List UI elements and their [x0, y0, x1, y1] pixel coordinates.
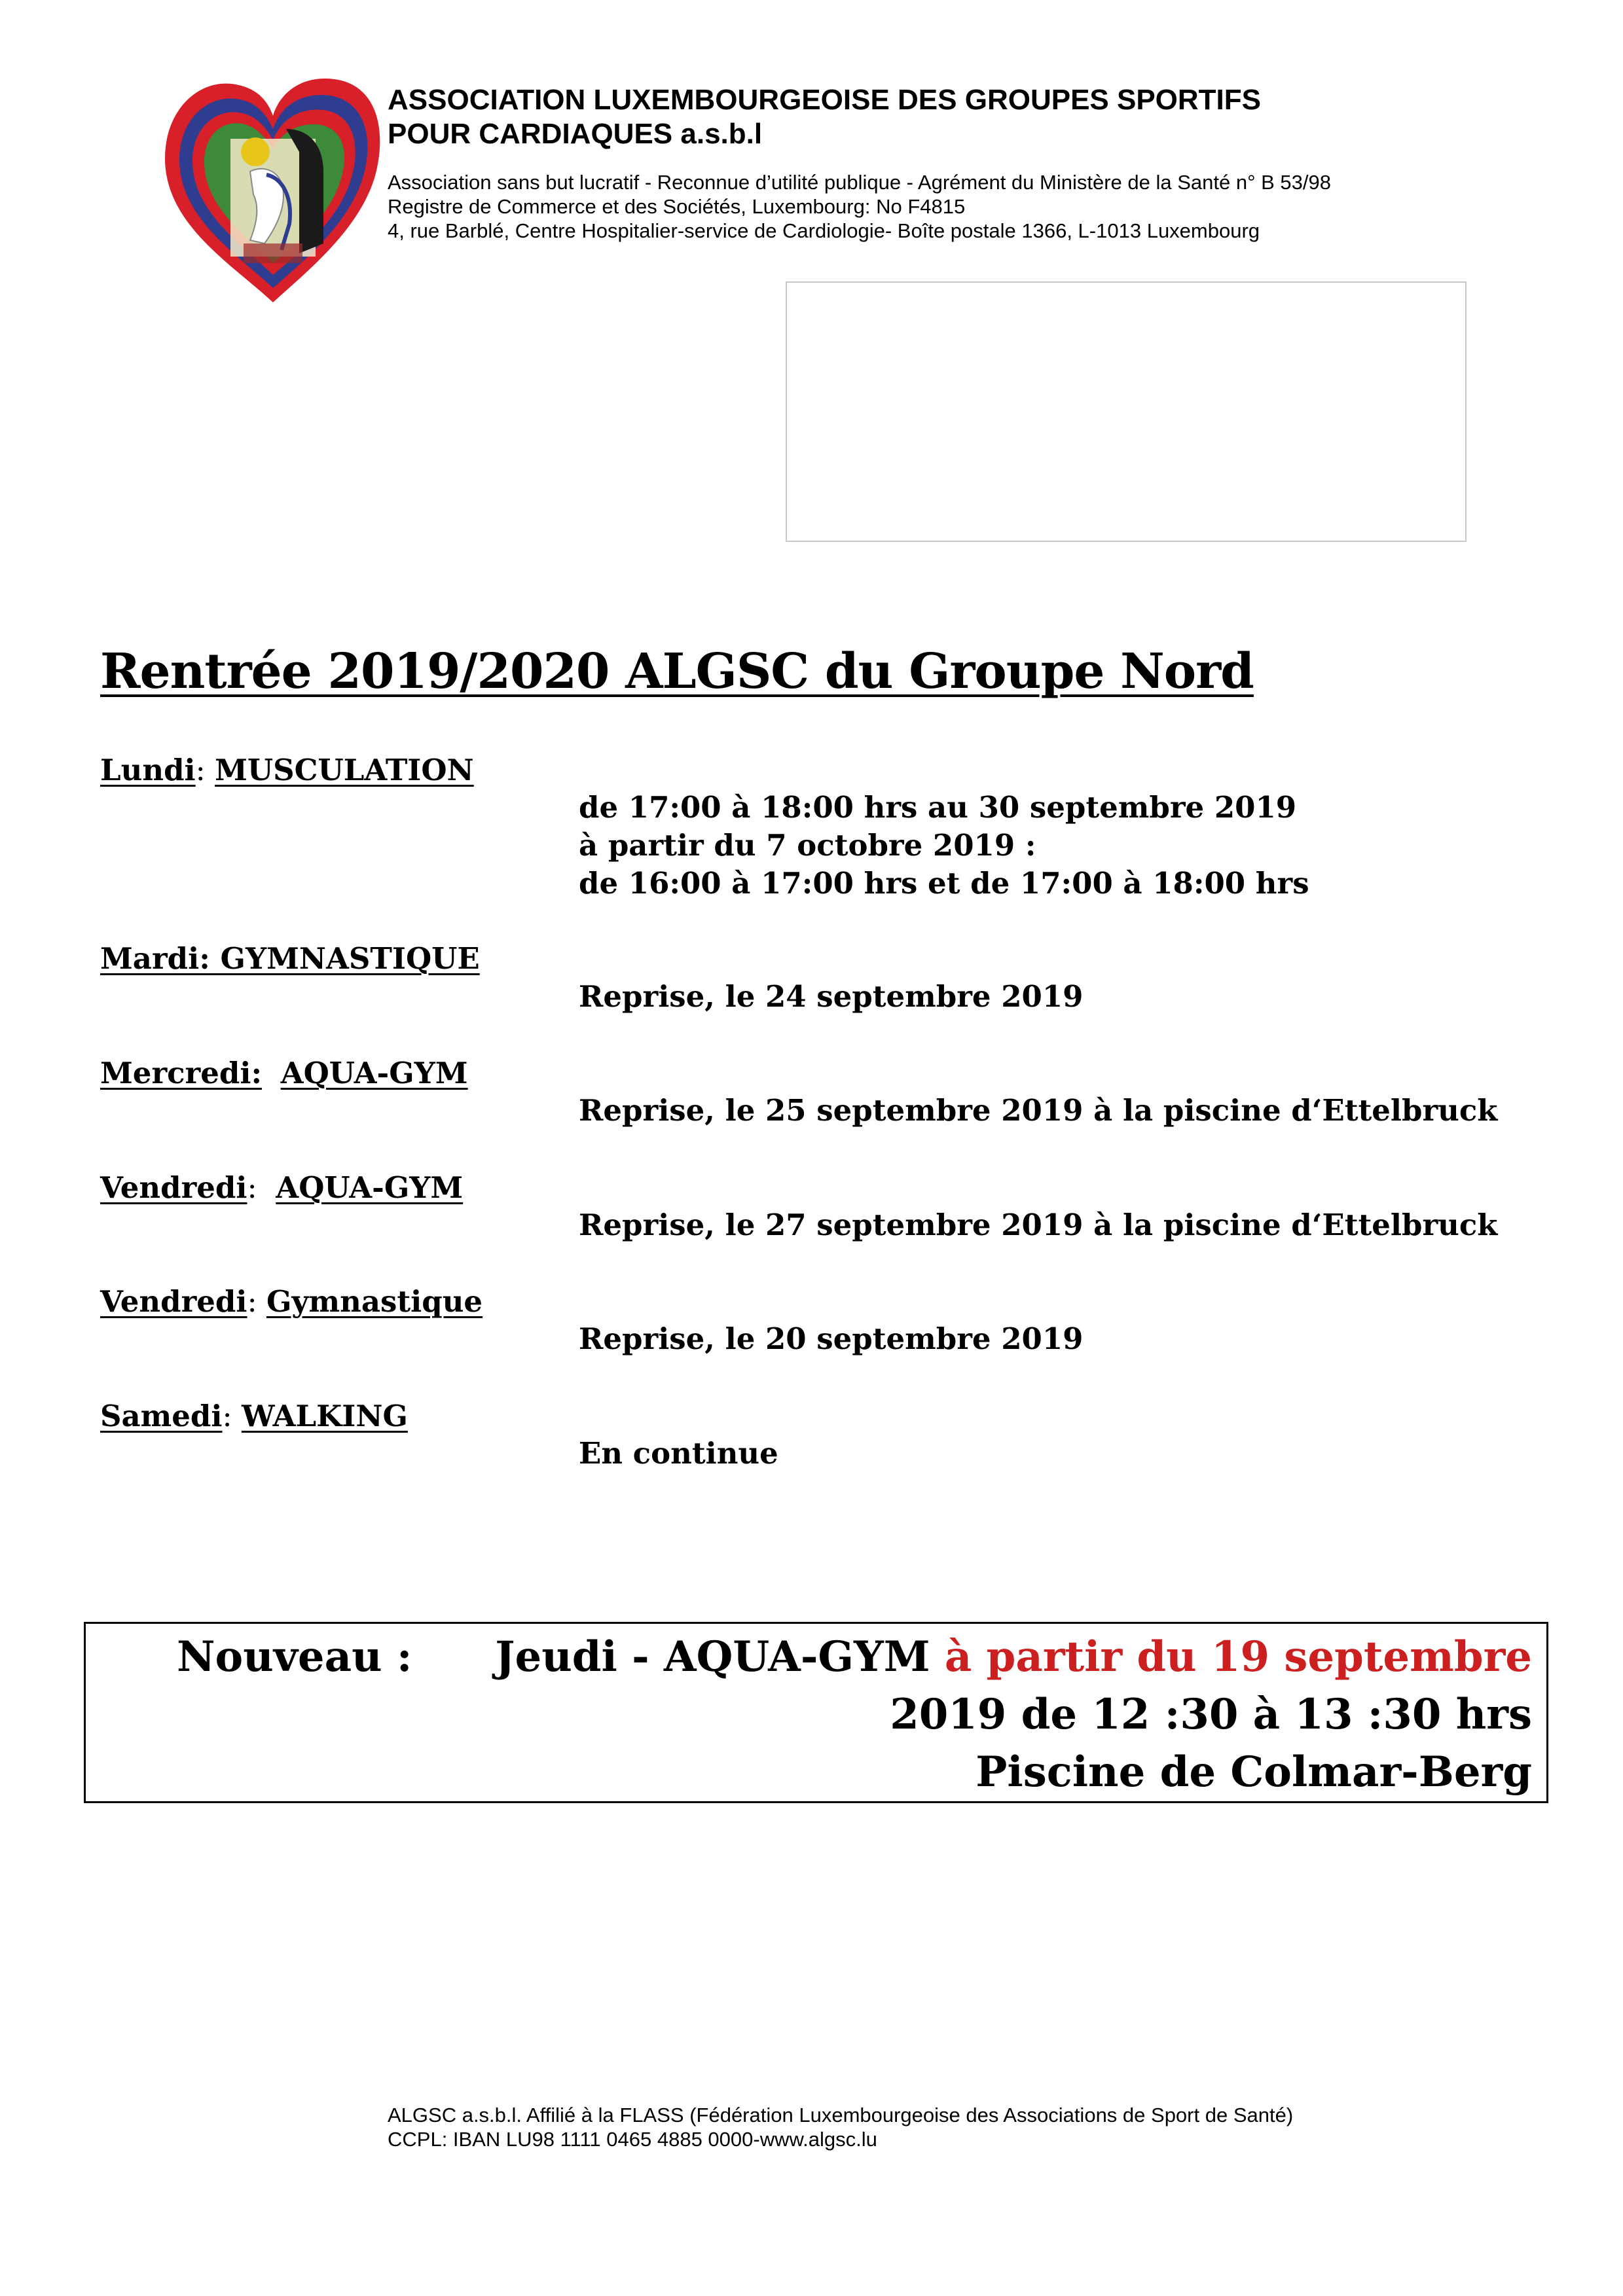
- new-announcement-start-date: à partir du 19 septembre: [944, 1632, 1532, 1681]
- schedule-activity: WALKING: [241, 1399, 408, 1433]
- schedule-day-monday: [100, 751, 474, 789]
- new-announcement-label: Nouveau :: [177, 1632, 412, 1681]
- schedule-day-label: Samedi: [100, 1399, 223, 1433]
- schedule-detail-line: à partir du 7 octobre 2019 :: [579, 828, 1036, 863]
- document-title: Rentrée 2019/2020 ALGSC du Groupe Nord: [100, 643, 1254, 700]
- schedule-detail-line: Reprise, le 20 septembre 2019: [579, 1321, 1084, 1356]
- schedule-separator: :: [247, 1170, 276, 1205]
- schedule-day-wednesday: [100, 1054, 468, 1092]
- schedule-detail-monday: [579, 789, 1309, 903]
- schedule-separator: :: [195, 753, 215, 787]
- schedule-detail-line: Reprise, le 24 septembre 2019: [579, 979, 1084, 1014]
- association-details-line1: Association sans but lucratif - Reconnue d’utilité publique - Agrément du Ministère de la Santé n° B 53/98: [388, 171, 1331, 194]
- schedule-detail-line: Reprise, le 27 septembre 2019 à la piscine d‘Ettelbruck: [579, 1208, 1498, 1242]
- schedule-day-label: Vendredi: [100, 1170, 247, 1205]
- schedule-day-tuesday: [100, 940, 480, 978]
- schedule-separator: :: [247, 1284, 266, 1319]
- schedule-day-label: Mercredi:: [100, 1056, 263, 1090]
- new-announcement-line1: [495, 1628, 1532, 1686]
- schedule-detail-wednesday: [579, 1092, 1497, 1130]
- new-announcement-line2: 2019 de 12 :30 à 13 :30 hrs: [890, 1690, 1532, 1739]
- schedule-day-saturday: [100, 1397, 408, 1435]
- association-name-line2: POUR CARDIAQUES a.s.b.l: [388, 118, 763, 150]
- schedule-detail-friday-gym: [579, 1320, 1083, 1358]
- schedule-detail-line: de 16:00 à 17:00 hrs et de 17:00 à 18:00 hrs: [579, 866, 1309, 901]
- footer-line1: ALGSC a.s.b.l. Affilié à la FLASS (Fédération Luxembourgeoise des Associations de Sport de Santé): [388, 2104, 1294, 2126]
- schedule-day-friday-aqua: [100, 1169, 463, 1207]
- schedule-detail-tuesday: [579, 978, 1083, 1016]
- new-announcement-line3: Piscine de Colmar-Berg: [976, 1748, 1532, 1797]
- association-name-line1: ASSOCIATION LUXEMBOURGEOISE DES GROUPES SPORTIFS: [388, 84, 1262, 116]
- new-announcement-activity: Jeudi - AQUA-GYM: [495, 1632, 945, 1681]
- schedule-detail-line: de 17:00 à 18:00 hrs au 30 septembre 2019: [579, 790, 1297, 825]
- association-details: [388, 170, 1331, 243]
- schedule-detail-saturday: [579, 1435, 778, 1473]
- schedule-separator: [262, 1056, 281, 1090]
- footer-line2: CCPL: IBAN LU98 1111 0465 4885 0000-www.algsc.lu: [388, 2128, 877, 2151]
- schedule-activity: Gymnastique: [266, 1284, 483, 1319]
- heart-logo-icon: [152, 67, 394, 306]
- address-window-box: [786, 281, 1467, 542]
- schedule-activity: AQUA-GYM: [276, 1170, 464, 1205]
- schedule-separator: :: [222, 1399, 242, 1433]
- schedule-activity: AQUA-GYM: [280, 1056, 468, 1090]
- schedule-day-label: Lundi: [100, 753, 196, 787]
- schedule-detail-friday-aqua: [579, 1206, 1497, 1244]
- schedule-detail-line: En continue: [579, 1436, 778, 1471]
- schedule-day-label: Vendredi: [100, 1284, 247, 1319]
- schedule-day-friday-gym: [100, 1283, 483, 1321]
- association-details-line3: 4, rue Barblé, Centre Hospitalier-service de Cardiologie- Boîte postale 1366, L-1013 Luxembourg: [388, 219, 1260, 242]
- schedule-activity: MUSCULATION: [215, 753, 474, 787]
- page-footer: [388, 2103, 1293, 2151]
- schedule-detail-line: Reprise, le 25 septembre 2019 à la piscine d‘Ettelbruck: [579, 1093, 1498, 1128]
- association-name: [388, 83, 1261, 151]
- association-details-line2: Registre de Commerce et des Sociétés, Luxembourg: No F4815: [388, 195, 966, 218]
- schedule-day-label: Mardi: GYMNASTIQUE: [100, 941, 480, 976]
